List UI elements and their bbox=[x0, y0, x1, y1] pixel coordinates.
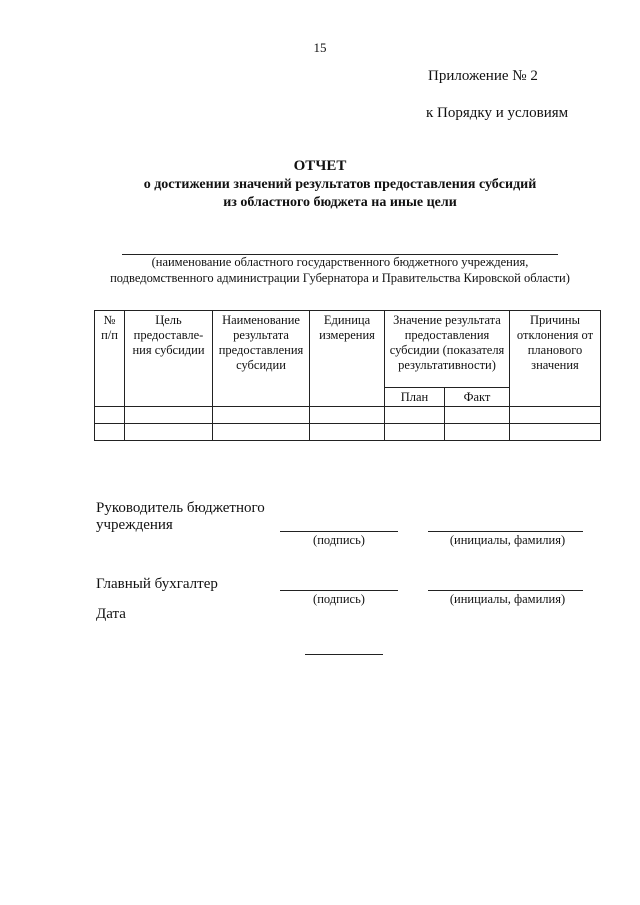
table-cell[interactable] bbox=[385, 424, 445, 441]
manager-label bbox=[96, 500, 265, 534]
header-unit: Единица измерения bbox=[310, 311, 385, 407]
chief-signature-caption: (подпись) bbox=[313, 592, 365, 606]
report-title: ОТЧЕТ bbox=[293, 158, 347, 174]
chief-signature-line[interactable] bbox=[280, 590, 398, 591]
order-reference: к Порядку и условиям bbox=[426, 105, 569, 121]
table-header-row bbox=[95, 311, 601, 388]
institution-note-line1: (наименование областного государственного бюджетного учреждения, bbox=[151, 255, 529, 269]
header-value: Значение результата предоставления субсидии (показателя результативности) bbox=[385, 311, 510, 388]
table-cell[interactable] bbox=[125, 407, 213, 424]
table-cell[interactable] bbox=[385, 407, 445, 424]
table-cell[interactable] bbox=[213, 424, 310, 441]
table-cell[interactable] bbox=[445, 407, 510, 424]
institution-note-line2: подведомственного администрации Губернатора и Правительства Кировской области) bbox=[110, 271, 570, 285]
header-num: № п/п bbox=[95, 311, 125, 407]
table-cell[interactable] bbox=[510, 424, 601, 441]
table-cell[interactable] bbox=[95, 424, 125, 441]
table-cell[interactable] bbox=[310, 424, 385, 441]
table-cell[interactable] bbox=[510, 407, 601, 424]
appendix-label: Приложение № 2 bbox=[428, 68, 538, 84]
manager-signature-caption: (подпись) bbox=[313, 533, 365, 547]
date-label: Дата bbox=[96, 606, 126, 622]
header-reasons: Причины отклонения от планового значения bbox=[510, 311, 601, 407]
manager-label-line2: учреждения bbox=[96, 517, 173, 533]
table-cell[interactable] bbox=[95, 407, 125, 424]
chief-accountant-label: Главный бухгалтер bbox=[96, 576, 218, 592]
header-fact: Факт bbox=[445, 388, 510, 407]
chief-name-line[interactable] bbox=[428, 590, 583, 591]
date-line[interactable] bbox=[305, 654, 383, 655]
table-cell[interactable] bbox=[213, 407, 310, 424]
report-subtitle-line2: из областного бюджета на иные цели bbox=[223, 195, 457, 210]
manager-label-line1: Руководитель бюджетного bbox=[96, 500, 265, 516]
manager-name-caption: (инициалы, фамилия) bbox=[449, 533, 566, 547]
chief-name-caption: (инициалы, фамилия) bbox=[449, 592, 566, 606]
table-row bbox=[95, 407, 601, 424]
table-row bbox=[95, 424, 601, 441]
report-table bbox=[94, 310, 601, 441]
page-number: 15 bbox=[313, 40, 327, 55]
table-cell[interactable] bbox=[445, 424, 510, 441]
table-cell[interactable] bbox=[125, 424, 213, 441]
table-cell[interactable] bbox=[310, 407, 385, 424]
report-subtitle-line1: о достижении значений результатов предоставления субсидий bbox=[143, 177, 537, 192]
header-result-name: Наименование результата предоставления субсидии bbox=[213, 311, 310, 407]
header-plan: План bbox=[385, 388, 445, 407]
header-goal: Цель предоставле-ния субсидии bbox=[125, 311, 213, 407]
manager-signature-line[interactable] bbox=[280, 531, 398, 532]
manager-name-line[interactable] bbox=[428, 531, 583, 532]
